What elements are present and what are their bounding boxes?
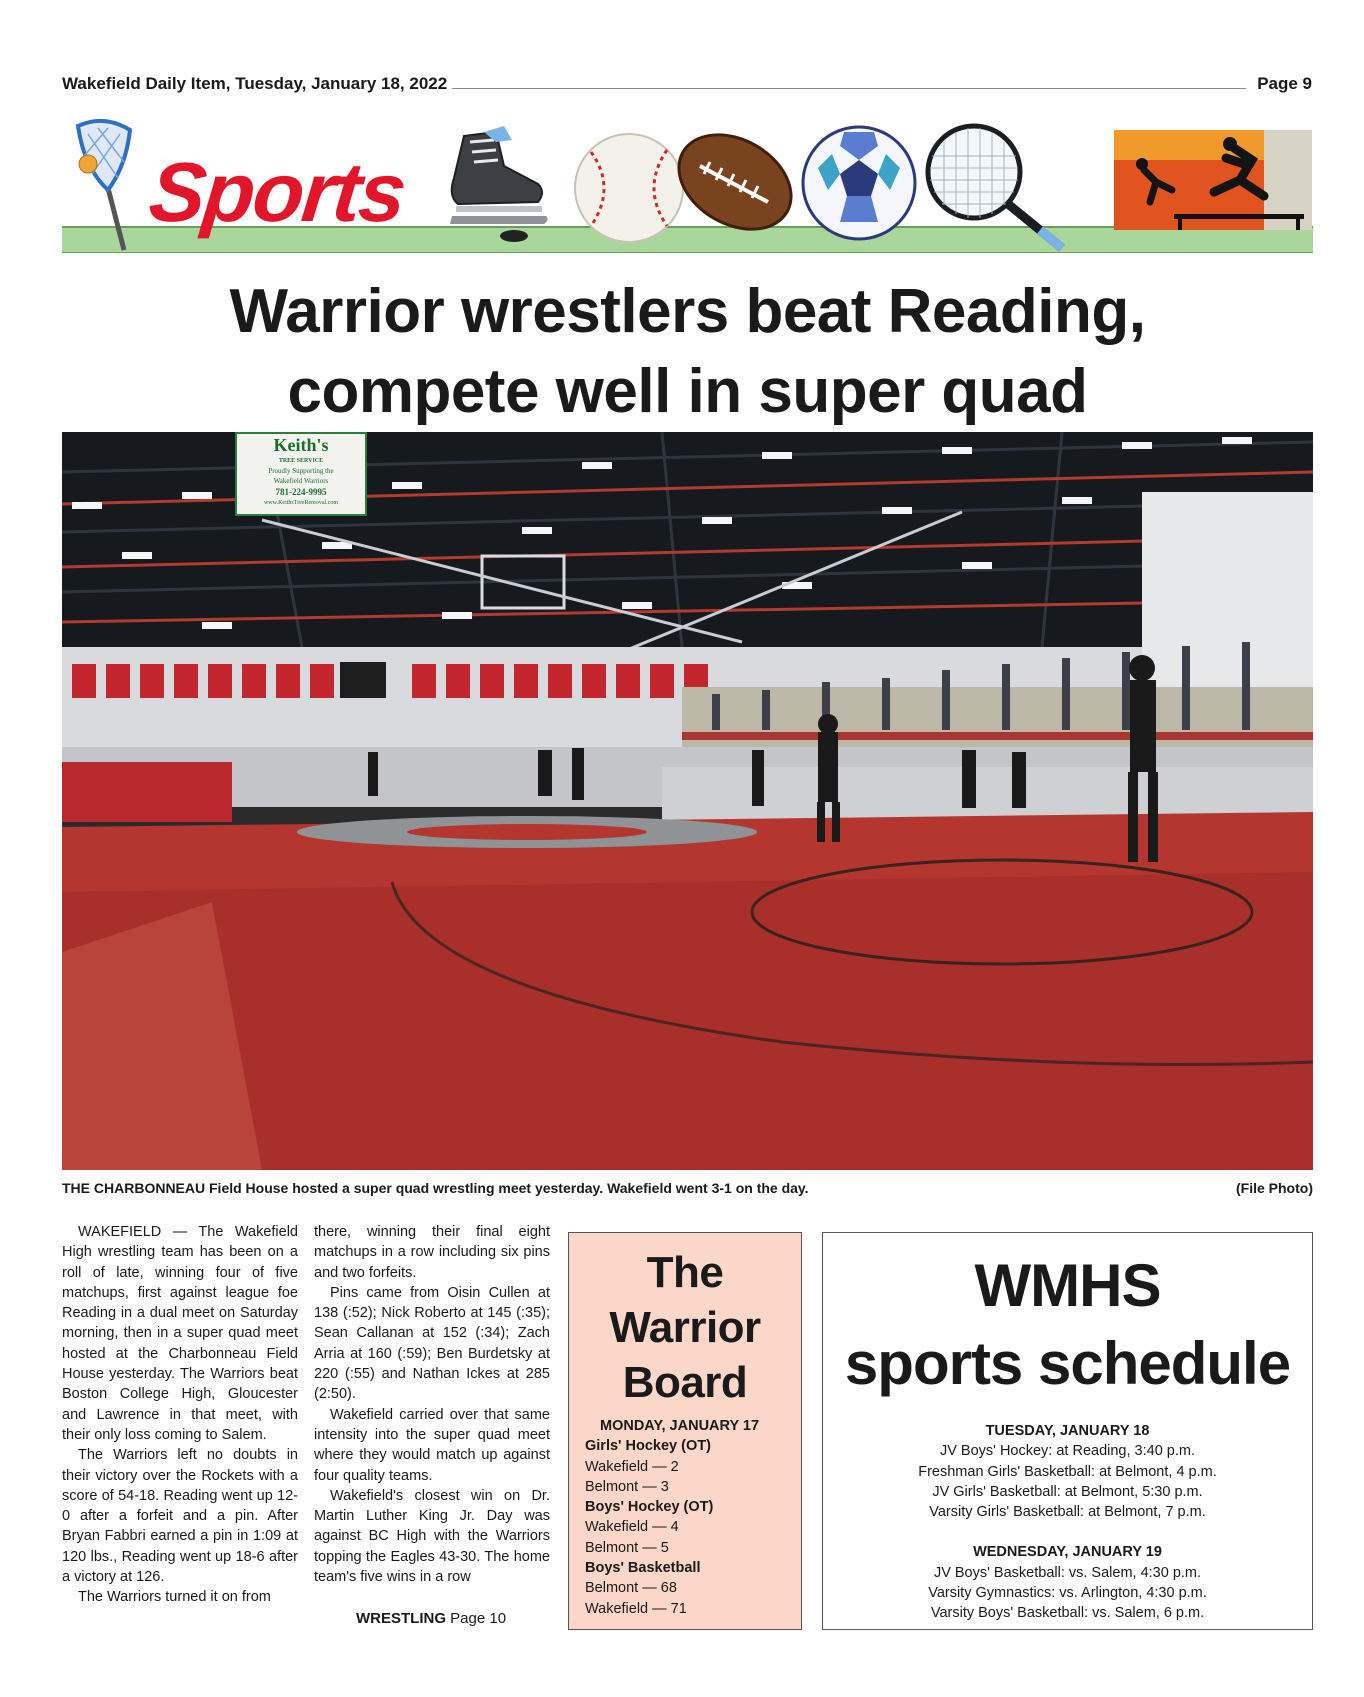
game-name: Boys' Basketball xyxy=(585,1560,701,1577)
score-line: Belmont — 5 xyxy=(585,1539,669,1556)
sponsor-line-2: Proudly Supporting the xyxy=(268,467,334,475)
game-name: Girls' Hockey (OT) xyxy=(585,1438,711,1455)
schedule-item: Varsity Gymnastics: vs. Arlington, 4:30 p.m. xyxy=(928,1585,1207,1602)
score-line: Wakefield — 4 xyxy=(585,1519,679,1536)
headline-line-2: compete well in super quad xyxy=(287,357,1088,426)
article-paragraph: WAKEFIELD — The Wakefield High wrestling team has been on a roll of late, winning four of five matchups, first against league foe Reading in a dual meet on Saturday morning, then in a super quad meet hosted at the Charbonneau Field House yesterday. The Warriors beat Boston College High, Gloucester and Lawrence in that meet, with their only loss coming to Salem. xyxy=(62,1224,298,1443)
schedule-title-line-2: sports schedule xyxy=(844,1330,1291,1397)
tennis-racket-icon xyxy=(922,122,1072,252)
baseball-icon xyxy=(573,132,685,244)
warrior-board-title-line-2: Warrior xyxy=(609,1303,761,1352)
jump-page: Page 10 xyxy=(450,1610,507,1627)
track-hurdle-icon xyxy=(1114,130,1312,230)
field-house-illustration xyxy=(62,432,1313,1170)
schedule-day-heading: TUESDAY, JANUARY 18 xyxy=(985,1423,1150,1439)
folio-page-number: Page 9 xyxy=(1257,74,1312,93)
schedule-day-block xyxy=(823,1421,1312,1522)
warrior-board-title-line-1: The xyxy=(646,1248,724,1297)
game-name: Boys' Hockey (OT) xyxy=(585,1499,714,1516)
article-paragraph: The Warriors left no doubts in their victory over the Rockets with a score of 54-18. Reading went up 12-0 after a forfeit and a pin. After Bryan Fabbri earned a pin in 1:09 at 120 lbs., Reading went up 18-6 after a victory at 126. xyxy=(62,1447,298,1586)
article-paragraph: Pins came from Oisin Cullen at 138 (:52); Nick Roberto at 145 (:35); Sean Callanan at 152 (:34); Zach Arria at 160 (:59); Ben Burdetsky at 220 (:55) and Nathan Ickes at 285 (2:50). xyxy=(314,1284,550,1403)
lacrosse-stick-icon xyxy=(64,118,144,252)
schedule-title xyxy=(823,1247,1312,1403)
score-line: Belmont — 3 xyxy=(585,1478,669,1495)
folio-line xyxy=(62,74,1312,96)
sponsor-name: Keith's xyxy=(273,435,329,455)
article-paragraph: there, winning their final eight matchups in a row including six pins and two forfeits. xyxy=(314,1224,550,1281)
warrior-board-box xyxy=(568,1232,802,1630)
schedule-title-line-1: WMHS xyxy=(974,1252,1161,1319)
article-column-2 xyxy=(314,1222,550,1587)
warrior-board-title-line-3: Board xyxy=(622,1358,748,1407)
schedule-item: JV Boys' Basketball: vs. Salem, 4:30 p.m. xyxy=(933,1564,1202,1581)
caption-text: THE CHARBONNEAU Field House hosted a super quad wrestling meet yesterday. Wakefield went 3-1 on the day. xyxy=(62,1180,809,1196)
headline-line-1: Warrior wrestlers beat Reading, xyxy=(229,277,1146,346)
soccer-ball-icon xyxy=(800,124,918,242)
schedule-item: Varsity Girls' Basketball: at Belmont, 7 p.m. xyxy=(929,1504,1206,1521)
sponsor-url: www.KeithsTreeRemoval.com xyxy=(263,500,339,506)
football-icon xyxy=(670,118,800,246)
wrestling-meet-photo xyxy=(62,432,1313,1170)
article-paragraph: Wakefield carried over that same intensity into the super quad meet where they would match up against four quality teams. xyxy=(314,1406,550,1484)
score-line: Belmont — 68 xyxy=(585,1580,677,1597)
schedule-item: Varsity Boys' Basketball: vs. Salem, 6 p.m. xyxy=(930,1605,1205,1622)
results-date: MONDAY, JANUARY 17 xyxy=(600,1418,760,1434)
warrior-board-results xyxy=(569,1410,801,1619)
sports-banner xyxy=(62,118,1313,252)
article-paragraph: The Warriors turned it on from xyxy=(78,1589,271,1606)
schedule-day-heading: WEDNESDAY, JANUARY 19 xyxy=(973,1544,1162,1561)
photo-credit: (File Photo) xyxy=(1236,1180,1313,1196)
photo-caption xyxy=(62,1180,1313,1202)
article-paragraph: Wakefield's closest win on Dr. Martin Luther King Jr. Day was against BC High with the Warriors topping the Eagles 43-30. The home team's five wins in a row xyxy=(314,1487,550,1586)
folio-rule xyxy=(452,88,1246,89)
sponsor-phone: 781-224-9995 xyxy=(275,487,327,497)
schedule-item: JV Girls' Basketball: at Belmont, 5:30 p.m. xyxy=(932,1483,1203,1500)
sponsor-line-1: TREE SERVICE xyxy=(278,458,324,464)
folio-publication-date: Wakefield Daily Item, Tuesday, January 18, 2022 xyxy=(62,74,448,93)
sports-section-title: Sports xyxy=(145,145,410,239)
score-line: Wakefield — 2 xyxy=(585,1458,679,1475)
sponsor-line-3: Wakefield Warriors xyxy=(273,477,329,485)
jump-label: WRESTLING xyxy=(356,1610,446,1627)
sports-schedule-box xyxy=(822,1232,1313,1630)
schedule-item: JV Boys' Hockey: at Reading, 3:40 p.m. xyxy=(939,1443,1196,1460)
schedule-day-block xyxy=(823,1542,1312,1623)
schedule-item: Freshman Girls' Basketball: at Belmont, 4 p.m. xyxy=(918,1463,1217,1480)
ice-skate-icon xyxy=(434,126,554,246)
continued-jump-line[interactable] xyxy=(356,1610,506,1627)
article-column-1 xyxy=(62,1222,298,1608)
score-line: Wakefield — 71 xyxy=(585,1600,687,1617)
sponsor-sign xyxy=(235,432,367,516)
headline xyxy=(62,272,1313,432)
warrior-board-title xyxy=(569,1245,801,1410)
